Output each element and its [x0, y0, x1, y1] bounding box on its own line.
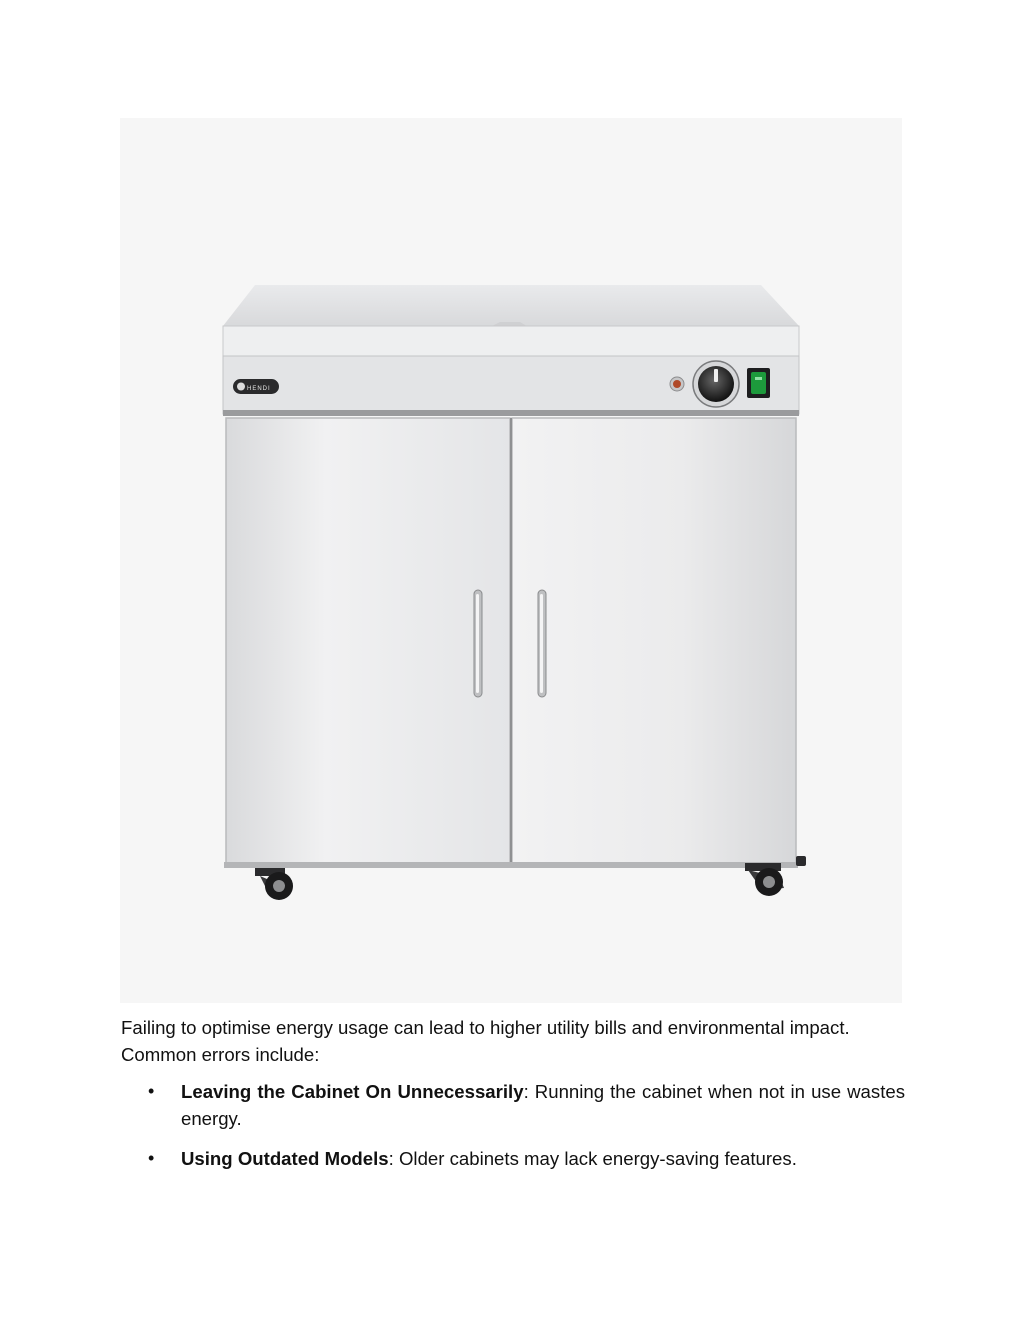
body-text: [121, 1014, 905, 1185]
bullet-icon: •: [148, 1148, 155, 1168]
list-item: [121, 1145, 905, 1172]
right-door[interactable]: [512, 418, 796, 864]
svg-text:HENDI: HENDI: [247, 386, 271, 392]
left-door-handle[interactable]: [474, 590, 482, 697]
left-door[interactable]: [226, 418, 510, 864]
power-switch[interactable]: [747, 368, 770, 398]
left-caster: [255, 868, 293, 900]
intro-paragraph: Failing to optimise energy usage can lead to higher utility bills and environmental impact. Common errors include:: [121, 1017, 850, 1065]
indicator-light: [670, 377, 684, 391]
list-item: [121, 1078, 905, 1132]
cabinet-top: [223, 285, 799, 326]
list-item-text: : Older cabinets may lack energy-saving features.: [388, 1148, 797, 1169]
bullet-icon: •: [148, 1081, 155, 1101]
list-item-term: Using Outdated Models: [181, 1148, 389, 1169]
error-list: [121, 1078, 905, 1172]
warming-cabinet-illustration: [120, 118, 902, 1003]
right-door-handle[interactable]: [538, 590, 546, 697]
list-item-text: : Running the cabinet when not in use wastes energy.: [181, 1081, 906, 1129]
brand-badge: [233, 379, 279, 394]
product-photo: [120, 118, 902, 1003]
thermostat-knob[interactable]: [693, 361, 739, 407]
list-item-term: Leaving the Cabinet On Unnecessarily: [181, 1081, 524, 1102]
